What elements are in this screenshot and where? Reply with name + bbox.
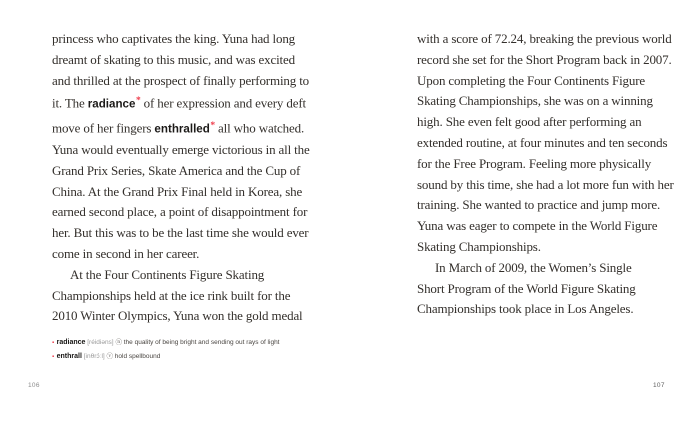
text-line bbox=[52, 91, 310, 115]
page-left-footnotes bbox=[52, 336, 280, 364]
footnote-term: enthrall bbox=[56, 353, 82, 360]
text-line bbox=[52, 140, 310, 161]
body-text: Yuna would eventually emerge victorious in all the bbox=[52, 141, 310, 157]
body-text: 2010 Winter Olympics, Yuna won the gold medal bbox=[52, 308, 303, 324]
text-line bbox=[52, 306, 310, 327]
text-line bbox=[417, 237, 674, 258]
text-line bbox=[52, 161, 310, 182]
page-number-right: 107 bbox=[653, 382, 665, 389]
body-text: all who watched. bbox=[214, 120, 305, 136]
text-line bbox=[417, 29, 674, 50]
footnote-part-of-speech-icon: ⓥ bbox=[106, 353, 113, 360]
body-text: earned second place, a point of disappointment for bbox=[52, 204, 308, 220]
page-right bbox=[350, 0, 700, 421]
text-line bbox=[52, 29, 310, 50]
footnote-pronunciation: [inθrɔ́ːl] bbox=[81, 353, 107, 360]
text-line bbox=[52, 286, 310, 307]
body-text: China. At the Grand Prix Final held in Korea, she bbox=[52, 183, 303, 199]
text-line bbox=[52, 223, 310, 244]
footnote-marker-icon: * bbox=[135, 96, 141, 107]
text-line bbox=[417, 195, 674, 216]
body-text: Yuna was eager to compete in the World Figure bbox=[417, 218, 658, 234]
body-text: Grand Prix Series, Skate America and the Cup of bbox=[52, 162, 301, 178]
footnote-term: radiance bbox=[56, 339, 86, 346]
text-line bbox=[52, 244, 310, 265]
page-left-text-block bbox=[52, 29, 310, 327]
text-line bbox=[417, 216, 674, 237]
body-text: her. But this was to be the last time she would ever bbox=[52, 225, 309, 241]
footnote-marker-icon: * bbox=[210, 120, 215, 131]
text-line bbox=[52, 71, 310, 92]
text-line bbox=[417, 50, 674, 71]
body-text: it. The bbox=[52, 95, 88, 111]
footnote-definition: the quality of being bright and sending out rays of light bbox=[121, 339, 280, 346]
body-text: training. She wanted to practice and jump more. bbox=[417, 197, 661, 213]
body-text: In March of 2009, the Women’s Single bbox=[435, 259, 632, 275]
body-text: Upon completing the Four Continents Figure bbox=[417, 72, 646, 88]
text-line bbox=[52, 50, 310, 71]
vocab-word: radiance bbox=[87, 97, 136, 111]
footnote-pronunciation: [réidiəns] bbox=[85, 339, 116, 346]
body-text: for the Free Program. Feeling more physically bbox=[417, 155, 652, 171]
body-text: record she set for the Short Program back in 2007. bbox=[417, 51, 672, 67]
body-text: princess who captivates the king. Yuna had long bbox=[52, 31, 296, 46]
text-line bbox=[52, 265, 310, 286]
body-text: and thrilled at the prospect of finally performing to bbox=[52, 72, 310, 88]
body-text: Skating Championships, she was on a winning bbox=[417, 93, 653, 109]
text-line bbox=[52, 202, 310, 223]
body-text: of her expression and every deft bbox=[140, 95, 306, 111]
text-line bbox=[417, 133, 674, 154]
text-line bbox=[417, 154, 674, 175]
body-text: Skating Championships. bbox=[417, 238, 541, 254]
body-text: Championships held at the ice rink built for the bbox=[52, 287, 291, 303]
page-right-text-block bbox=[417, 29, 674, 320]
text-line bbox=[417, 279, 674, 300]
footnote-bullet-icon: ▪ bbox=[52, 354, 55, 360]
body-text: At the Four Continents Figure Skating bbox=[70, 266, 265, 282]
text-line bbox=[417, 299, 674, 320]
text-line bbox=[52, 116, 310, 140]
body-text: dreamt of skating to this music, and was excited bbox=[52, 51, 295, 67]
footnote-part-of-speech-icon: ⓝ bbox=[115, 339, 122, 346]
body-text: come in second in her career. bbox=[52, 245, 200, 261]
text-line bbox=[417, 112, 674, 133]
body-text: extended routine, at four minutes and ten seconds bbox=[417, 134, 668, 150]
footnote bbox=[52, 336, 280, 350]
footnote-definition: hold spellbound bbox=[113, 353, 161, 360]
text-line bbox=[417, 258, 674, 279]
body-text: move of her fingers bbox=[52, 120, 155, 136]
body-text: Championships took place in Los Angeles. bbox=[417, 301, 634, 317]
footnote-bullet-icon: ▪ bbox=[52, 340, 55, 346]
text-line bbox=[417, 91, 674, 112]
body-text: Short Program of the World Figure Skating bbox=[417, 280, 636, 296]
body-text: with a score of 72.24, breaking the previous world bbox=[417, 31, 672, 46]
vocab-word: enthralled bbox=[154, 122, 210, 136]
text-line bbox=[52, 182, 310, 203]
text-line bbox=[417, 71, 674, 92]
footnote bbox=[52, 350, 280, 364]
page-number-left: 106 bbox=[28, 382, 40, 389]
text-line bbox=[417, 175, 674, 196]
body-text: sound by this time, she had a lot more fun with her bbox=[417, 176, 674, 192]
body-text: high. She even felt good after performing an bbox=[417, 114, 642, 130]
